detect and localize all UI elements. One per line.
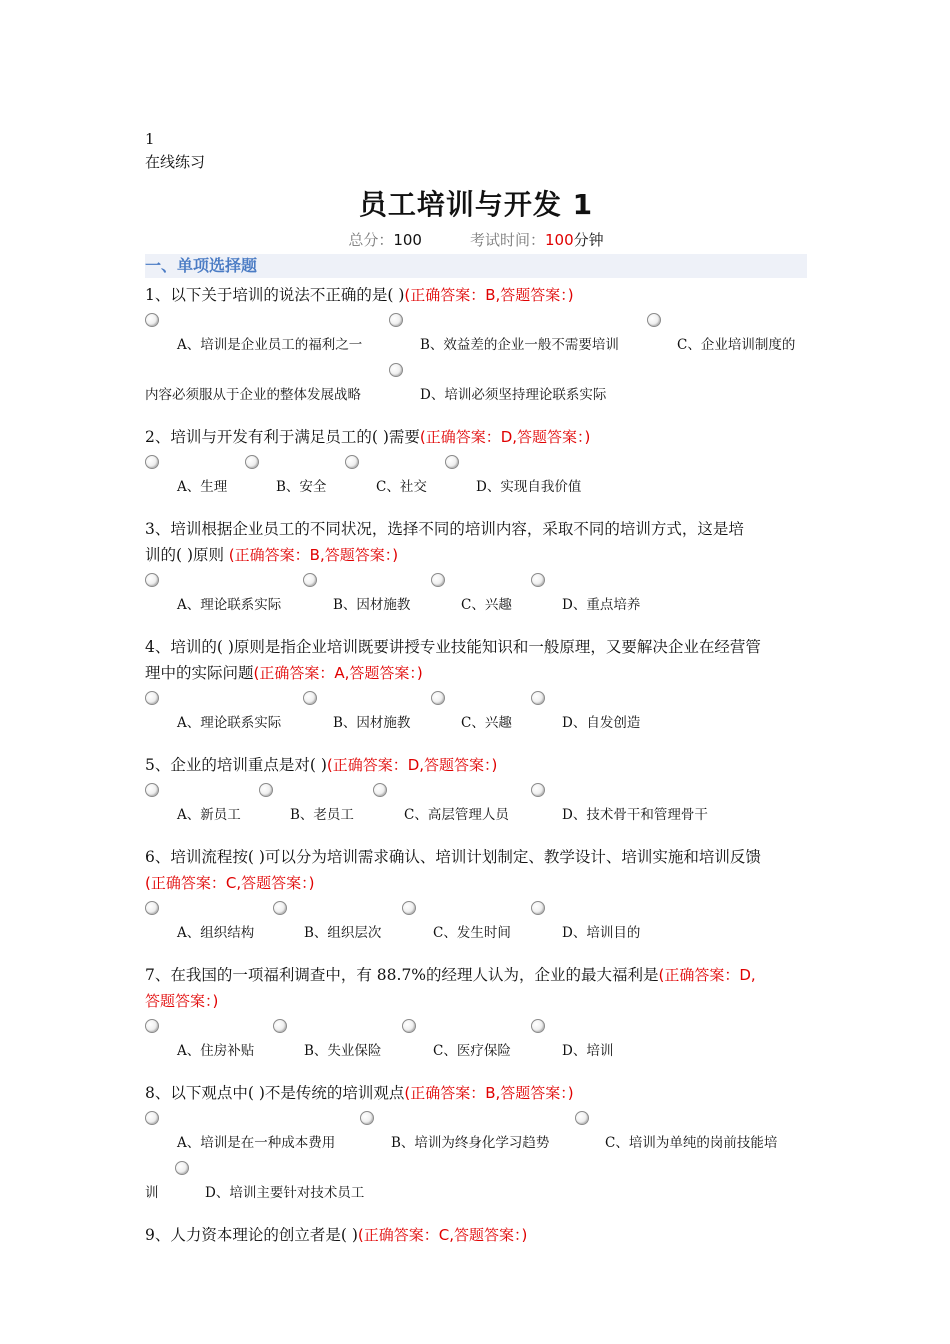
option-d-radio[interactable]: [445, 455, 459, 469]
option-c-radio[interactable]: [345, 455, 359, 469]
option-row: [145, 1039, 807, 1064]
radio-row: [145, 1156, 807, 1181]
option-d-label: D、重点培养: [562, 597, 641, 613]
correct-answer: (正确答案：C,答题答案：): [357, 1226, 528, 1244]
option-a-label: A、新员工: [177, 807, 241, 823]
option-d-label: D、自发创造: [562, 715, 641, 731]
option-row: [145, 383, 807, 408]
time-value: 100: [545, 231, 574, 249]
option-d-radio[interactable]: [389, 363, 403, 377]
option-c-label: C、培训为单纯的岗前技能培: [605, 1135, 778, 1151]
exam-meta: [145, 228, 807, 252]
option-d-label: D、培训主要针对技术员工: [205, 1185, 365, 1201]
option-a-radio[interactable]: [145, 691, 159, 705]
option-a-label: A、理论联系实际: [177, 597, 282, 613]
option-row: [145, 1181, 807, 1206]
total-value: 100: [393, 231, 422, 249]
time-unit: 分钟: [573, 231, 604, 249]
option-a-label: A、生理: [177, 479, 228, 495]
question-2: [145, 424, 807, 500]
section-header: 一、单项选择题: [145, 254, 807, 278]
option-b-label: B、失业保险: [304, 1043, 382, 1059]
time-label: 考试时间：: [469, 231, 545, 249]
option-c-label: C、高层管理人员: [404, 807, 509, 823]
option-row: [145, 921, 807, 946]
option-d-label: D、培训目的: [562, 925, 641, 941]
option-c-radio[interactable]: [431, 573, 445, 587]
radio-row: [145, 568, 807, 593]
option-b-label: B、安全: [276, 479, 327, 495]
option-c-label: C、兴趣: [461, 715, 512, 731]
radio-row: [145, 358, 807, 383]
option-c-label: C、医疗保险: [433, 1043, 511, 1059]
option-c-label: C、企业培训制度的: [677, 337, 796, 353]
option-c-label: C、兴趣: [461, 597, 512, 613]
correct-answer: (正确答案：B,答题答案：): [224, 546, 399, 564]
option-d-radio[interactable]: [531, 573, 545, 587]
option-c-label: C、发生时间: [433, 925, 511, 941]
option-b-radio[interactable]: [273, 1019, 287, 1033]
question-text: 7、在我国的一项福利调查中，有 88.7%的经理人认为，企业的最大福利是(正确答案：D, 答题答案：): [145, 966, 756, 1010]
option-b-label: B、老员工: [290, 807, 354, 823]
document-body: [145, 128, 807, 1248]
question-text: 1、以下关于培训的说法不正确的是( )(正确答案：B,答题答案：): [145, 286, 574, 304]
option-a-label: A、培训是在一种成本费用: [177, 1135, 336, 1151]
option-d-radio[interactable]: [531, 1019, 545, 1033]
option-c-radio[interactable]: [647, 313, 661, 327]
question-text: 3、培训根据企业员工的不同状况，选择不同的培训内容，采取不同的培训方式，这是培 训的( )原则 (正确答案：B,答题答案：): [145, 520, 744, 564]
question-7: [145, 962, 807, 1064]
option-b-radio[interactable]: [259, 783, 273, 797]
question-text: 2、培训与开发有利于满足员工的( )需要(正确答案：D,答题答案：): [145, 428, 591, 446]
option-row: [145, 475, 807, 500]
option-a-radio[interactable]: [145, 1111, 159, 1125]
radio-row: [145, 1106, 807, 1131]
exam-title: 员工培训与开发 1: [358, 188, 594, 221]
correct-answer: (正确答案：A,答题答案：): [253, 664, 423, 682]
question-5: [145, 752, 807, 828]
option-d-radio[interactable]: [531, 783, 545, 797]
option-a-label: A、住房补贴: [177, 1043, 255, 1059]
radio-row: [145, 1014, 807, 1039]
option-a-radio[interactable]: [145, 783, 159, 797]
correct-answer: (正确答案：D,: [658, 966, 756, 984]
option-d-radio[interactable]: [531, 691, 545, 705]
question-1: [145, 282, 807, 408]
option-c-label: C、社交: [376, 479, 427, 495]
option-a-label: A、培训是企业员工的福利之一: [177, 337, 363, 353]
option-b-label: B、组织层次: [304, 925, 382, 941]
radio-row: [145, 896, 807, 921]
correct-answer: (正确答案：D,答题答案：): [326, 756, 498, 774]
option-a-radio[interactable]: [145, 455, 159, 469]
radio-row: [145, 778, 807, 803]
option-b-radio[interactable]: [273, 901, 287, 915]
total-label: 总分：: [348, 231, 394, 249]
question-6: [145, 844, 807, 946]
option-b-radio[interactable]: [303, 691, 317, 705]
option-row: [145, 711, 807, 736]
option-c-radio[interactable]: [431, 691, 445, 705]
option-a-radio[interactable]: [145, 901, 159, 915]
radio-row: [145, 308, 807, 333]
option-b-label: B、因材施教: [333, 715, 411, 731]
page-number: 1: [145, 130, 155, 148]
correct-answer: (正确答案：B,答题答案：): [404, 1084, 574, 1102]
option-c-radio[interactable]: [402, 901, 416, 915]
option-d-label: D、实现自我价值: [476, 479, 582, 495]
question-3: [145, 516, 807, 618]
option-a-label: A、组织结构: [177, 925, 255, 941]
option-b-label: B、效益差的企业一般不需要培训: [420, 337, 619, 353]
option-a-radio[interactable]: [145, 573, 159, 587]
question-text: 6、培训流程按( )可以分为培训需求确认、培训计划制定、教学设计、培训实施和培训反馈 (正确答案：C,答题答案：): [145, 848, 761, 892]
option-c-radio[interactable]: [575, 1111, 589, 1125]
option-b-radio[interactable]: [360, 1111, 374, 1125]
option-b-label: B、因材施教: [333, 597, 411, 613]
option-a-radio[interactable]: [145, 313, 159, 327]
option-c-radio[interactable]: [373, 783, 387, 797]
correct-answer: (正确答案：B,答题答案：): [404, 286, 574, 304]
option-b-label: B、培训为终身化学习趋势: [391, 1135, 550, 1151]
option-a-label: A、理论联系实际: [177, 715, 282, 731]
question-text: 8、以下观点中( )不是传统的培训观点(正确答案：B,答题答案：): [145, 1084, 574, 1102]
header-line: 在线练习: [145, 153, 206, 171]
radio-row: [145, 450, 807, 475]
option-b-radio[interactable]: [303, 573, 317, 587]
option-row: [145, 1131, 807, 1156]
option-b-radio[interactable]: [245, 455, 259, 469]
correct-answer: (正确答案：C,答题答案：): [145, 874, 315, 892]
question-text: 4、培训的( )原则是指企业培训既要讲授专业技能知识和一般原理，又要解决企业在经营管 理中的实际问题(正确答案：A,答题答案：): [145, 638, 761, 682]
option-d-label: D、培训必须坚持理论联系实际: [420, 387, 607, 403]
question-9: [145, 1222, 807, 1248]
option-row: [145, 803, 807, 828]
option-c-radio[interactable]: [402, 1019, 416, 1033]
question-text: 9、人力资本理论的创立者是( )(正确答案：C,答题答案：): [145, 1226, 528, 1244]
question-8: [145, 1080, 807, 1206]
option-c-label-cont: 内容必须服从于企业的整体发展战略: [145, 387, 361, 403]
question-4: [145, 634, 807, 736]
option-d-label: D、技术骨干和管理骨干: [562, 807, 708, 823]
correct-answer-cont: 答题答案：): [145, 992, 219, 1010]
option-a-radio[interactable]: [145, 1019, 159, 1033]
option-row: [145, 333, 807, 358]
option-d-label: D、培训: [562, 1043, 614, 1059]
option-c-label-cont: 训: [145, 1185, 159, 1201]
question-text: 5、企业的培训重点是对( )(正确答案：D,答题答案：): [145, 756, 498, 774]
correct-answer: (正确答案：D,答题答案：): [419, 428, 591, 446]
option-d-radio[interactable]: [175, 1161, 189, 1175]
option-row: [145, 593, 807, 618]
radio-row: [145, 686, 807, 711]
option-d-radio[interactable]: [531, 901, 545, 915]
option-b-radio[interactable]: [389, 313, 403, 327]
